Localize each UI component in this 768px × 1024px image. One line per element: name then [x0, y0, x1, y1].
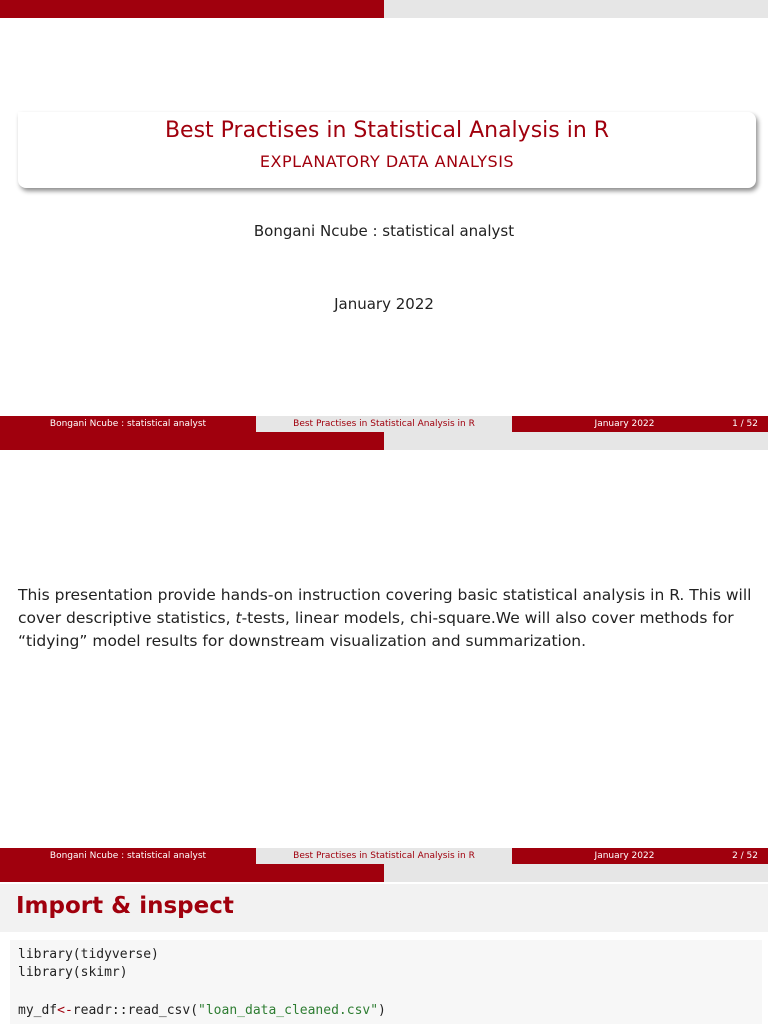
code-function-call: readr::read_csv( — [72, 1003, 199, 1018]
top-bar — [0, 864, 768, 882]
top-bar-gray — [384, 432, 768, 450]
code-assign-operator: <- — [57, 1003, 73, 1018]
code-variable: my_df — [18, 1003, 58, 1018]
code-block — [10, 940, 762, 1024]
slide-1 — [0, 0, 768, 432]
intro-t-italic: t — [235, 609, 242, 627]
top-bar-red — [0, 432, 384, 450]
top-bar-gray — [384, 864, 768, 882]
code-close-paren: ) — [378, 1003, 386, 1018]
footer — [0, 416, 768, 432]
top-bar-gray — [384, 0, 768, 18]
footer — [0, 848, 768, 864]
footer-author: Bongani Ncube : statistical analyst — [0, 416, 256, 432]
top-bar-red — [0, 0, 384, 18]
footer-page-number: 2 / 52 — [732, 851, 758, 861]
footer-author: Bongani Ncube : statistical analyst — [0, 848, 256, 864]
footer-date: January 2022 — [594, 851, 655, 861]
top-bar-red — [0, 864, 384, 882]
intro-text-part2: -tests, linear models, chi-square.We will also cover methods for “tidying” model results for downstream visualization and summarization. — [18, 609, 734, 650]
presentation-date: January 2022 — [334, 295, 434, 313]
code-line-2: library(skimr) — [18, 965, 128, 980]
code-string: "loan_data_cleaned.csv" — [198, 1003, 379, 1018]
frame-title-bar — [0, 884, 768, 932]
footer-right — [512, 848, 768, 864]
footer-title: Best Practises in Statistical Analysis in R — [256, 848, 512, 864]
top-bar — [0, 432, 768, 450]
presentation-subtitle: EXPLANATORY DATA ANALYSIS — [259, 152, 515, 171]
code-line-4 — [18, 1002, 386, 1020]
title-block — [18, 112, 756, 188]
intro-paragraph — [18, 584, 756, 653]
footer-title: Best Practises in Statistical Analysis in R — [256, 416, 512, 432]
footer-date: January 2022 — [594, 419, 655, 429]
intro-text-part1: This presentation provide hands-on instruction covering basic statistical analysis in R. This will cover descriptive statistics, — [18, 586, 752, 627]
presentation-title: Best Practises in Statistical Analysis in R — [164, 118, 610, 143]
frame-title: Import & inspect — [16, 893, 234, 919]
footer-right — [512, 416, 768, 432]
footer-page-number: 1 / 52 — [732, 419, 758, 429]
code-line-1: library(tidyverse) — [18, 947, 159, 962]
top-bar — [0, 0, 768, 18]
author: Bongani Ncube : statistical analyst — [253, 222, 515, 240]
